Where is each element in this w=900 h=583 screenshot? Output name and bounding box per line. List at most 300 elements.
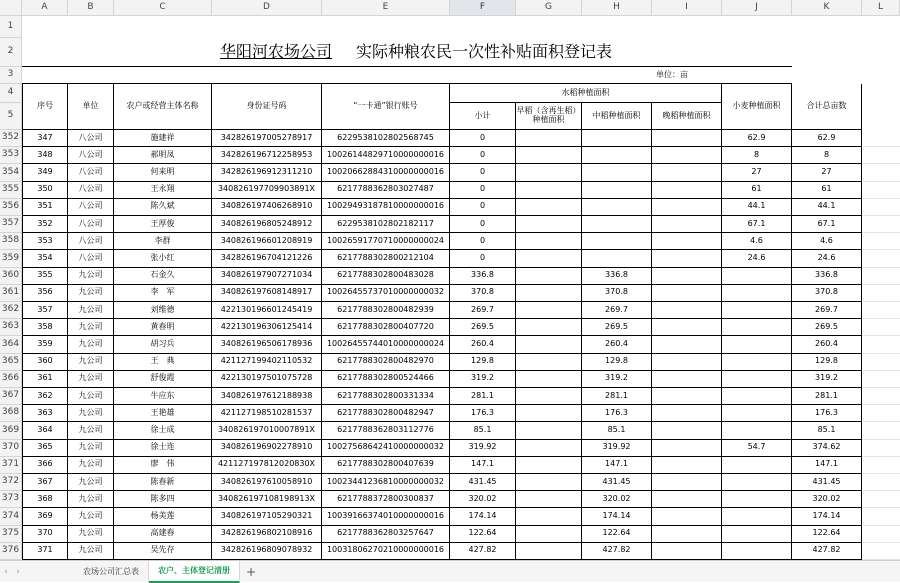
cell-unit[interactable]: 九公司: [68, 508, 114, 525]
cell-wheat[interactable]: [722, 543, 792, 560]
cell-bank[interactable]: 6217788372800300837: [322, 491, 450, 508]
cell-id[interactable]: 342826196912311210: [212, 164, 322, 181]
cell-total[interactable]: 174.14: [792, 508, 862, 525]
cell-unit[interactable]: 九公司: [68, 354, 114, 371]
cell-total[interactable]: 85.1: [792, 422, 862, 439]
chevron-right-icon[interactable]: ›: [16, 566, 20, 577]
cell-total[interactable]: 67.1: [792, 216, 862, 233]
row-header[interactable]: 355: [0, 182, 22, 199]
cell-late[interactable]: [652, 388, 722, 405]
cell-seq[interactable]: 362: [22, 388, 68, 405]
cell-seq[interactable]: 371: [22, 543, 68, 560]
cell-name[interactable]: 徐士成: [114, 422, 212, 439]
cell-id[interactable]: 340826197612188938: [212, 388, 322, 405]
cell-wheat[interactable]: [722, 354, 792, 371]
cell-id[interactable]: 340826197406268910: [212, 199, 322, 216]
cell-bank[interactable]: 6217788302800482970: [322, 354, 450, 371]
cell-late[interactable]: [652, 285, 722, 302]
cell-name[interactable]: 王艳雄: [114, 405, 212, 422]
row-header[interactable]: 375: [0, 526, 22, 543]
cell-late[interactable]: [652, 216, 722, 233]
cell-seq[interactable]: 360: [22, 354, 68, 371]
cell-middle[interactable]: 122.64: [582, 526, 652, 543]
cell-early[interactable]: [516, 388, 582, 405]
cell-middle[interactable]: 319.92: [582, 440, 652, 457]
cell-late[interactable]: [652, 405, 722, 422]
cell-empty[interactable]: [862, 285, 900, 302]
cell-total[interactable]: 269.7: [792, 302, 862, 319]
cell-middle[interactable]: [582, 250, 652, 267]
cell-middle[interactable]: 85.1: [582, 422, 652, 439]
cell-seq[interactable]: 354: [22, 250, 68, 267]
cell-empty[interactable]: [862, 457, 900, 474]
cell-empty[interactable]: [862, 164, 900, 181]
cell-unit[interactable]: 九公司: [68, 543, 114, 560]
cell-early[interactable]: [516, 474, 582, 491]
cell-id[interactable]: 422130197501075728: [212, 371, 322, 388]
cell-name[interactable]: 李群: [114, 233, 212, 250]
cell-early[interactable]: [516, 147, 582, 164]
cell-wheat[interactable]: 62.9: [722, 130, 792, 147]
row-header[interactable]: 371: [0, 457, 22, 474]
cell-empty[interactable]: [862, 474, 900, 491]
cell-late[interactable]: [652, 130, 722, 147]
cell-id[interactable]: 422130196306125414: [212, 319, 322, 336]
cell-subtotal[interactable]: 0: [450, 147, 516, 164]
cell-unit[interactable]: 九公司: [68, 336, 114, 353]
cell-early[interactable]: [516, 216, 582, 233]
cell-middle[interactable]: [582, 182, 652, 199]
cell-id[interactable]: 342826196712258953: [212, 147, 322, 164]
cell-total[interactable]: 319.2: [792, 371, 862, 388]
cell-middle[interactable]: [582, 147, 652, 164]
cell-late[interactable]: [652, 371, 722, 388]
cell-name[interactable]: 陈春新: [114, 474, 212, 491]
cell-middle[interactable]: 281.1: [582, 388, 652, 405]
column-header-k[interactable]: K: [792, 0, 862, 16]
cell-name[interactable]: 李 军: [114, 285, 212, 302]
cell-wheat[interactable]: 24.6: [722, 250, 792, 267]
cell-total[interactable]: 4.6: [792, 233, 862, 250]
cell-subtotal[interactable]: 0: [450, 130, 516, 147]
cell-middle[interactable]: 269.7: [582, 302, 652, 319]
cell-id[interactable]: 342826197005278917: [212, 130, 322, 147]
row-header[interactable]: 372: [0, 474, 22, 491]
cell-wheat[interactable]: 27: [722, 164, 792, 181]
cell-empty[interactable]: [862, 199, 900, 216]
cell-middle[interactable]: 174.14: [582, 508, 652, 525]
cell-unit[interactable]: 八公司: [68, 250, 114, 267]
row-header[interactable]: 374: [0, 508, 22, 525]
cell-unit[interactable]: 九公司: [68, 319, 114, 336]
cell-seq[interactable]: 363: [22, 405, 68, 422]
cell-late[interactable]: [652, 182, 722, 199]
row-header[interactable]: 3: [0, 67, 22, 84]
cell-empty[interactable]: [862, 508, 900, 525]
cell-middle[interactable]: [582, 216, 652, 233]
cell-wheat[interactable]: [722, 285, 792, 302]
cell-id[interactable]: 340826197608148917: [212, 285, 322, 302]
cell-name[interactable]: 舒俊霞: [114, 371, 212, 388]
cell-subtotal[interactable]: 0: [450, 182, 516, 199]
cell-early[interactable]: [516, 440, 582, 457]
cell-early[interactable]: [516, 508, 582, 525]
cell-empty[interactable]: [862, 388, 900, 405]
row-header[interactable]: 360: [0, 268, 22, 285]
column-header-g[interactable]: G: [516, 0, 582, 16]
cell-late[interactable]: [652, 336, 722, 353]
cell-wheat[interactable]: [722, 474, 792, 491]
cell-bank[interactable]: 6217788302800212104: [322, 250, 450, 267]
cell-name[interactable]: 黄春明: [114, 319, 212, 336]
cell-name[interactable]: 徐士连: [114, 440, 212, 457]
cell-subtotal[interactable]: 122.64: [450, 526, 516, 543]
add-sheet-icon[interactable]: +: [246, 564, 257, 579]
cell-unit[interactable]: 九公司: [68, 302, 114, 319]
cell-late[interactable]: [652, 199, 722, 216]
cell-seq[interactable]: 367: [22, 474, 68, 491]
cell-id[interactable]: 340826197108198913X: [212, 491, 322, 508]
cell-middle[interactable]: 336.8: [582, 268, 652, 285]
cell-unit[interactable]: 八公司: [68, 233, 114, 250]
cell-late[interactable]: [652, 147, 722, 164]
cell-wheat[interactable]: 61: [722, 182, 792, 199]
cell-middle[interactable]: 147.1: [582, 457, 652, 474]
cell-unit[interactable]: 九公司: [68, 371, 114, 388]
row-header[interactable]: 366: [0, 371, 22, 388]
row-header[interactable]: 376: [0, 543, 22, 560]
cell-wheat[interactable]: [722, 388, 792, 405]
cell-unit[interactable]: 八公司: [68, 199, 114, 216]
tab-farm-summary[interactable]: [74, 561, 149, 583]
cell-wheat[interactable]: [722, 319, 792, 336]
cell-empty[interactable]: [862, 250, 900, 267]
cell-unit[interactable]: 八公司: [68, 164, 114, 181]
cell-early[interactable]: [516, 457, 582, 474]
cell-early[interactable]: [516, 164, 582, 181]
cell-subtotal[interactable]: 319.92: [450, 440, 516, 457]
cell-total[interactable]: 27: [792, 164, 862, 181]
cell-seq[interactable]: 352: [22, 216, 68, 233]
column-header-l[interactable]: L: [862, 0, 900, 16]
cell-id[interactable]: 340826196601208919: [212, 233, 322, 250]
cell-bank[interactable]: 6217788302800482939: [322, 302, 450, 319]
cell-bank[interactable]: 6229538102802568745: [322, 130, 450, 147]
cell-early[interactable]: [516, 182, 582, 199]
cell-late[interactable]: [652, 440, 722, 457]
cell-seq[interactable]: 369: [22, 508, 68, 525]
cell-wheat[interactable]: [722, 422, 792, 439]
row-header[interactable]: 364: [0, 336, 22, 353]
cell-id[interactable]: 340826196902278910: [212, 440, 322, 457]
cell-total[interactable]: 44.1: [792, 199, 862, 216]
cell-late[interactable]: [652, 354, 722, 371]
cell-wheat[interactable]: [722, 405, 792, 422]
cell-bank[interactable]: 10026455737010000000032: [322, 285, 450, 302]
cell-late[interactable]: [652, 164, 722, 181]
cell-bank[interactable]: 6217788362803257647: [322, 526, 450, 543]
cell-total[interactable]: 129.8: [792, 354, 862, 371]
cell-unit[interactable]: 九公司: [68, 457, 114, 474]
cell-empty[interactable]: [862, 182, 900, 199]
cell-empty[interactable]: [862, 336, 900, 353]
cell-early[interactable]: [516, 285, 582, 302]
cell-wheat[interactable]: 54.7: [722, 440, 792, 457]
cell-bank[interactable]: 10031806270210000000016: [322, 543, 450, 560]
cell-empty[interactable]: [862, 526, 900, 543]
row-header[interactable]: 4: [0, 84, 22, 103]
cell-bank[interactable]: 6217788302800407720: [322, 319, 450, 336]
tab-household-register[interactable]: [149, 561, 240, 583]
cell-wheat[interactable]: 67.1: [722, 216, 792, 233]
column-header-i[interactable]: I: [652, 0, 722, 16]
cell-total[interactable]: 336.8: [792, 268, 862, 285]
column-header-c[interactable]: C: [114, 0, 212, 16]
cell-bank[interactable]: 10029493187810000000016: [322, 199, 450, 216]
cell-total[interactable]: 281.1: [792, 388, 862, 405]
cell-unit[interactable]: 九公司: [68, 526, 114, 543]
cell-late[interactable]: [652, 526, 722, 543]
cell-subtotal[interactable]: 269.5: [450, 319, 516, 336]
cell-subtotal[interactable]: 320.02: [450, 491, 516, 508]
cell-middle[interactable]: 320.02: [582, 491, 652, 508]
cell-subtotal[interactable]: 319.2: [450, 371, 516, 388]
column-header-d[interactable]: D: [212, 0, 322, 16]
cell-early[interactable]: [516, 130, 582, 147]
cell-seq[interactable]: 347: [22, 130, 68, 147]
cell-late[interactable]: [652, 319, 722, 336]
row-header[interactable]: 5: [0, 103, 22, 130]
cell-subtotal[interactable]: 336.8: [450, 268, 516, 285]
cell-total[interactable]: 374.62: [792, 440, 862, 457]
cell-subtotal[interactable]: 85.1: [450, 422, 516, 439]
column-header-e[interactable]: E: [322, 0, 450, 16]
cell-wheat[interactable]: [722, 371, 792, 388]
cell-id[interactable]: 421127199402110532: [212, 354, 322, 371]
cell-name[interactable]: 郝明凤: [114, 147, 212, 164]
cell-total[interactable]: 24.6: [792, 250, 862, 267]
cell-empty[interactable]: [862, 268, 900, 285]
cell-subtotal[interactable]: 370.8: [450, 285, 516, 302]
cell-name[interactable]: 施建祥: [114, 130, 212, 147]
cell-empty[interactable]: [862, 130, 900, 147]
cell-middle[interactable]: [582, 233, 652, 250]
cell-name[interactable]: 王永翔: [114, 182, 212, 199]
column-header-a[interactable]: A: [22, 0, 68, 16]
cell-seq[interactable]: 368: [22, 491, 68, 508]
cell-id[interactable]: 340826196506178936: [212, 336, 322, 353]
cell-name[interactable]: 胡习兵: [114, 336, 212, 353]
cell-unit[interactable]: 九公司: [68, 491, 114, 508]
select-all-corner[interactable]: [0, 0, 22, 16]
cell-name[interactable]: 吴先存: [114, 543, 212, 560]
row-header[interactable]: 359: [0, 250, 22, 267]
cell-name[interactable]: 杨美莲: [114, 508, 212, 525]
cell-middle[interactable]: 176.3: [582, 405, 652, 422]
cell-total[interactable]: 62.9: [792, 130, 862, 147]
cell-name[interactable]: 王厚俊: [114, 216, 212, 233]
cell-bank[interactable]: 6217788302800331334: [322, 388, 450, 405]
cell-bank[interactable]: 10039166374010000000016: [322, 508, 450, 525]
cell-seq[interactable]: 357: [22, 302, 68, 319]
cell-wheat[interactable]: [722, 457, 792, 474]
row-header[interactable]: 370: [0, 440, 22, 457]
cell-empty[interactable]: [862, 233, 900, 250]
cell-total[interactable]: 122.64: [792, 526, 862, 543]
cell-unit[interactable]: 九公司: [68, 268, 114, 285]
chevron-left-icon[interactable]: ‹: [4, 566, 8, 577]
cell-empty[interactable]: [862, 319, 900, 336]
cell-empty[interactable]: [862, 371, 900, 388]
row-header[interactable]: 365: [0, 354, 22, 371]
cell-subtotal[interactable]: 147.1: [450, 457, 516, 474]
row-header[interactable]: 353: [0, 147, 22, 164]
cell-total[interactable]: 260.4: [792, 336, 862, 353]
cell-subtotal[interactable]: 0: [450, 216, 516, 233]
cell-early[interactable]: [516, 233, 582, 250]
cell-late[interactable]: [652, 457, 722, 474]
cell-id[interactable]: 342826196704121226: [212, 250, 322, 267]
cell-id[interactable]: 340826197105290321: [212, 508, 322, 525]
cell-seq[interactable]: 350: [22, 182, 68, 199]
cell-wheat[interactable]: [722, 268, 792, 285]
cell-wheat[interactable]: 8: [722, 147, 792, 164]
cell-late[interactable]: [652, 233, 722, 250]
cell-id[interactable]: 340826197907271034: [212, 268, 322, 285]
cell-seq[interactable]: 361: [22, 371, 68, 388]
cell-wheat[interactable]: [722, 336, 792, 353]
column-header-b[interactable]: B: [68, 0, 114, 16]
column-header-j[interactable]: J: [722, 0, 792, 16]
cell-early[interactable]: [516, 354, 582, 371]
cell-seq[interactable]: 358: [22, 319, 68, 336]
cell-wheat[interactable]: 44.1: [722, 199, 792, 216]
cell-seq[interactable]: 370: [22, 526, 68, 543]
cell-unit[interactable]: 八公司: [68, 130, 114, 147]
cell-late[interactable]: [652, 250, 722, 267]
cell-bank[interactable]: 6217788302800524466: [322, 371, 450, 388]
cell-id[interactable]: 340826197010007891X: [212, 422, 322, 439]
cell-early[interactable]: [516, 371, 582, 388]
cell-unit[interactable]: 九公司: [68, 474, 114, 491]
cell-total[interactable]: 431.45: [792, 474, 862, 491]
cell-early[interactable]: [516, 336, 582, 353]
cell-bank[interactable]: 6217788302800482947: [322, 405, 450, 422]
row-header[interactable]: 368: [0, 405, 22, 422]
cell-middle[interactable]: [582, 199, 652, 216]
cell-name[interactable]: 廖 伟: [114, 457, 212, 474]
cell-bank[interactable]: 6217788362803027487: [322, 182, 450, 199]
cell-late[interactable]: [652, 268, 722, 285]
cell-early[interactable]: [516, 491, 582, 508]
cell-early[interactable]: [516, 302, 582, 319]
cell-id[interactable]: 421127197812020830X: [212, 457, 322, 474]
cell-bank[interactable]: 10026591770710000000024: [322, 233, 450, 250]
cell-late[interactable]: [652, 302, 722, 319]
cell-subtotal[interactable]: 269.7: [450, 302, 516, 319]
row-header[interactable]: 362: [0, 302, 22, 319]
cell-unit[interactable]: 九公司: [68, 285, 114, 302]
cell-seq[interactable]: 356: [22, 285, 68, 302]
cell-empty[interactable]: [862, 302, 900, 319]
cell-unit[interactable]: 八公司: [68, 182, 114, 199]
cell-total[interactable]: 147.1: [792, 457, 862, 474]
cell-total[interactable]: 427.82: [792, 543, 862, 560]
cell-total[interactable]: 269.5: [792, 319, 862, 336]
row-header[interactable]: 352: [0, 130, 22, 147]
cell-empty[interactable]: [862, 354, 900, 371]
cell-bank[interactable]: 10027568642410000000032: [322, 440, 450, 457]
row-header[interactable]: 357: [0, 216, 22, 233]
cell-id[interactable]: 340826196805248912: [212, 216, 322, 233]
cell-subtotal[interactable]: 129.8: [450, 354, 516, 371]
cell-unit[interactable]: 八公司: [68, 147, 114, 164]
cell-unit[interactable]: 八公司: [68, 216, 114, 233]
cell-early[interactable]: [516, 526, 582, 543]
cell-seq[interactable]: 364: [22, 422, 68, 439]
cell-late[interactable]: [652, 543, 722, 560]
cell-id[interactable]: 421127198510281537: [212, 405, 322, 422]
cell-wheat[interactable]: [722, 302, 792, 319]
cell-name[interactable]: 陈久斌: [114, 199, 212, 216]
cell-bank[interactable]: 10026455744010000000024: [322, 336, 450, 353]
cell-id[interactable]: 422130196601245419: [212, 302, 322, 319]
row-header[interactable]: 373: [0, 491, 22, 508]
row-header[interactable]: 361: [0, 285, 22, 302]
cell-name[interactable]: 高建春: [114, 526, 212, 543]
cell-subtotal[interactable]: 431.45: [450, 474, 516, 491]
cell-id[interactable]: 340826197610058910: [212, 474, 322, 491]
cell-seq[interactable]: 365: [22, 440, 68, 457]
cell-bank[interactable]: 10020662884310000000016: [322, 164, 450, 181]
cell-subtotal[interactable]: 0: [450, 199, 516, 216]
cell-name[interactable]: 石金久: [114, 268, 212, 285]
cell-total[interactable]: 320.02: [792, 491, 862, 508]
cell-wheat[interactable]: [722, 508, 792, 525]
cell-id[interactable]: 340826197709903891X: [212, 182, 322, 199]
row-header[interactable]: 2: [0, 38, 22, 67]
cell-unit[interactable]: 九公司: [68, 388, 114, 405]
cell-total[interactable]: 370.8: [792, 285, 862, 302]
column-header-f[interactable]: F: [450, 0, 516, 16]
cell-middle[interactable]: [582, 164, 652, 181]
cell-name[interactable]: 刘维德: [114, 302, 212, 319]
row-header[interactable]: 369: [0, 422, 22, 439]
cell-late[interactable]: [652, 508, 722, 525]
cell-empty[interactable]: [862, 405, 900, 422]
cell-seq[interactable]: 355: [22, 268, 68, 285]
cell-wheat[interactable]: [722, 491, 792, 508]
cell-bank[interactable]: 10023441236810000000032: [322, 474, 450, 491]
cell-bank[interactable]: 10026144829710000000016: [322, 147, 450, 164]
cell-middle[interactable]: 427.82: [582, 543, 652, 560]
cell-subtotal[interactable]: 0: [450, 233, 516, 250]
cell-empty[interactable]: [862, 491, 900, 508]
cell-unit[interactable]: 九公司: [68, 405, 114, 422]
cell-early[interactable]: [516, 319, 582, 336]
cell-name[interactable]: 何来明: [114, 164, 212, 181]
cell-seq[interactable]: 349: [22, 164, 68, 181]
cell-id[interactable]: 342826196802108916: [212, 526, 322, 543]
cell-middle[interactable]: 129.8: [582, 354, 652, 371]
cell-wheat[interactable]: [722, 526, 792, 543]
cell-early[interactable]: [516, 250, 582, 267]
cell-seq[interactable]: 366: [22, 457, 68, 474]
row-header[interactable]: 1: [0, 16, 22, 38]
row-header[interactable]: 367: [0, 388, 22, 405]
cell-middle[interactable]: 370.8: [582, 285, 652, 302]
cell-empty[interactable]: [862, 147, 900, 164]
